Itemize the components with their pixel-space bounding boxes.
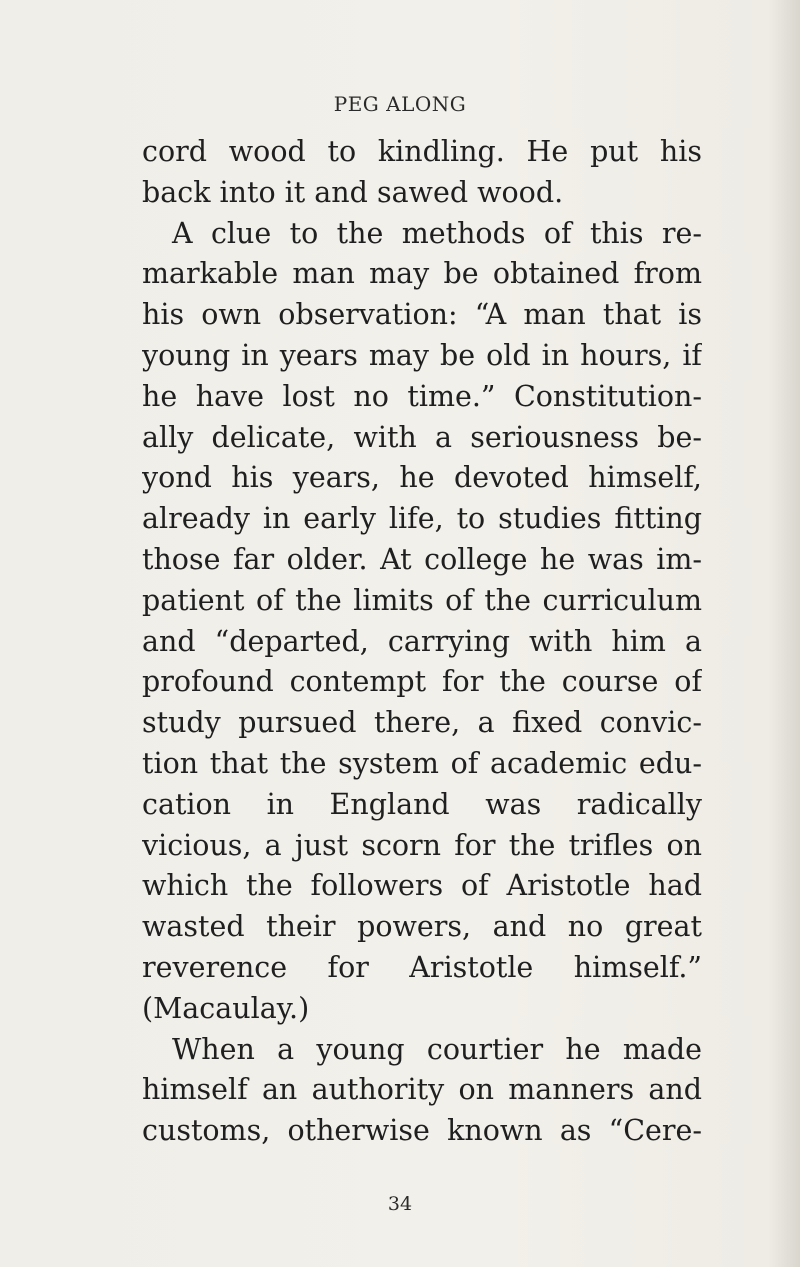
- text-line: back into it and sawed wood.: [142, 175, 564, 209]
- text-line: ally delicate, with a seriousness be-: [142, 420, 702, 454]
- text-line: profound contempt for the course of: [142, 665, 702, 699]
- text-line: A clue to the methods of this re-: [172, 216, 702, 250]
- text-line: yond his years, he devoted himself,: [142, 461, 702, 495]
- text-line: reverence for Aristotle himself.”: [142, 950, 702, 984]
- text-line: patient of the limits of the curriculum: [142, 583, 702, 617]
- text-line: which the followers of Aristotle had: [142, 869, 702, 903]
- body-text: [142, 132, 702, 1152]
- text-line: study pursued there, a fixed convic-: [142, 706, 702, 740]
- text-line: cation in England was radically: [142, 787, 702, 821]
- text-line: (Macaulay.): [142, 991, 310, 1025]
- page-number: 34: [387, 1193, 413, 1215]
- text-line: When a young courtier he made: [172, 1032, 702, 1066]
- text-line: vicious, a just scorn for the trifles on: [142, 828, 702, 862]
- text-line: tion that the system of academic edu-: [142, 746, 702, 780]
- text-line: customs, otherwise known as “Cere-: [142, 1114, 702, 1148]
- text-line: wasted their powers, and no great: [142, 910, 702, 944]
- text-line: markable man may be obtained from: [142, 257, 702, 291]
- text-line: cord wood to kindling. He put his: [142, 135, 702, 168]
- text-line: and “departed, carrying with him a: [142, 624, 702, 658]
- text-line: himself an authority on manners and: [142, 1073, 702, 1107]
- text-line: young in years may be old in hours, if: [142, 338, 702, 372]
- text-line: his own observation: “A man that is: [142, 298, 702, 332]
- text-line: he have lost no time.” Constitution-: [142, 379, 702, 413]
- text-line: those far older. At college he was im-: [142, 542, 702, 576]
- text-line: already in early life, to studies fitting: [142, 502, 702, 536]
- running-head: PEG ALONG: [333, 92, 467, 116]
